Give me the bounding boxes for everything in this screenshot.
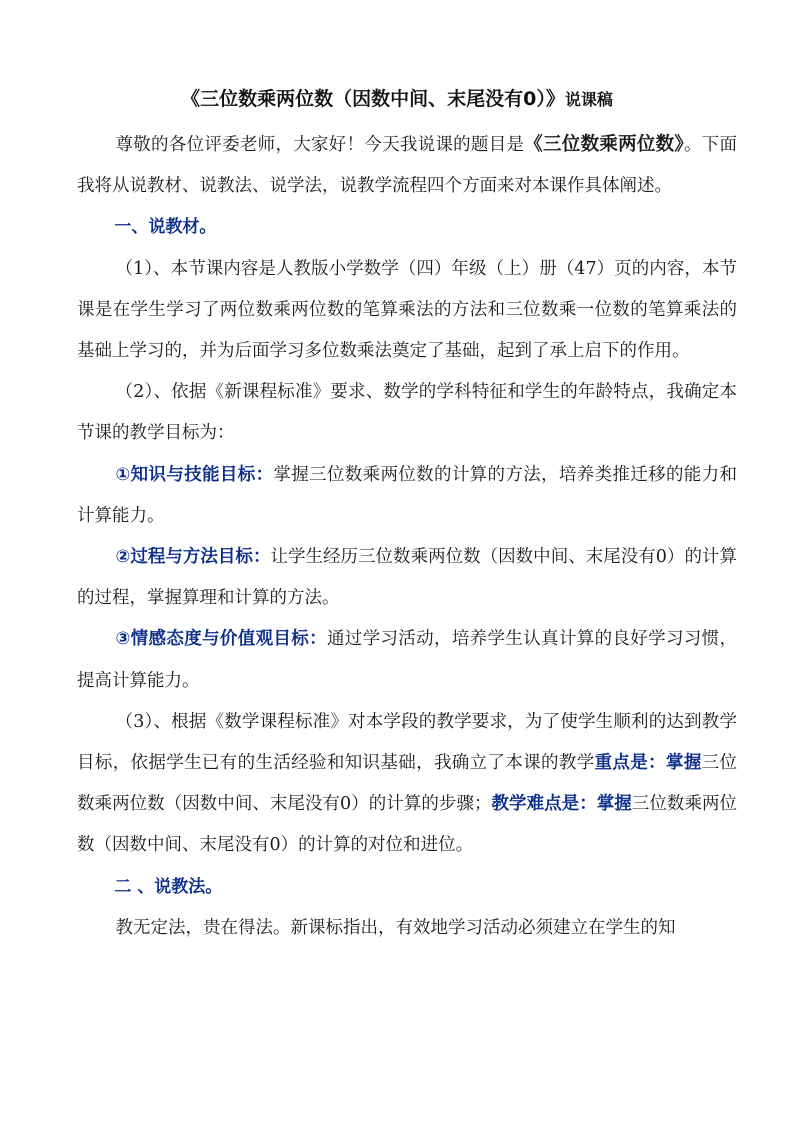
goal-process bbox=[77, 537, 737, 619]
difficulty-verb: 掌握 bbox=[596, 794, 632, 815]
section2-heading: 二 、说教法。 bbox=[114, 876, 223, 897]
goal2-label: ②过程与方法目标： bbox=[115, 547, 271, 568]
difficulty-text: 三位数乘两位数（因数中间、末尾没有0）的计算的对位和进位。 bbox=[77, 794, 738, 856]
goal2-text: 让学生经历三位数乘两位数（因数中间、末尾没有0）的计算的过程，掌握算理和计算的方法。 bbox=[77, 547, 737, 609]
goal-attitude bbox=[77, 619, 737, 701]
key-point-label: 重点是： bbox=[594, 753, 666, 774]
document-title bbox=[0, 86, 794, 113]
textbook-paragraph-1: （1）、本节课内容是人教版小学数学（四）年级（上）册（47）页的内容，本节课是在学生学习了两位数乘两位数的笔算乘法的方法和三位数乘一位数的笔算乘法的基础上学习的，并为后面学习多位数乘法奠定了基础，起到了承上启下的作用。 bbox=[77, 258, 737, 362]
para3-text: （3）、根据《数学课程标准》对本学段的教学要求，为了使学生顺利的达到教学目标，依据学生已有的生活经验和知识基础，我确立了本课的教学 bbox=[77, 711, 737, 774]
intro-text-2: 。下面我将从说教材、说教法、说学法，说教学流程四个方面来对本课作具体阐述。 bbox=[77, 135, 737, 197]
intro-paragraph bbox=[77, 124, 737, 207]
textbook-paragraph-2: （2）、依据《新课程标准》要求、数学的学科特征和学生的年龄特点，我确定本节课的教学目标为： bbox=[77, 382, 737, 444]
intro-title-ref: 《三位数乘两位数》 bbox=[524, 134, 684, 155]
key-point-verb: 掌握 bbox=[665, 753, 702, 774]
title-main: 《三位数乘两位数（因数中间、末尾没有0）》 bbox=[181, 88, 565, 110]
difficulty-label: 教学难点是： bbox=[491, 794, 597, 815]
goal3-text: 通过学习活动，培养学生认真计算的良好学习习惯，提高计算能力。 bbox=[77, 629, 737, 691]
key-difficult-paragraph bbox=[77, 702, 737, 867]
intro-text-1: 尊敬的各位评委老师，大家好！今天我说课的题目是 bbox=[115, 135, 525, 155]
document-body bbox=[77, 124, 737, 949]
section1-heading: 一、说教材。 bbox=[114, 217, 217, 238]
goal3-label: ③情感态度与价值观目标： bbox=[115, 629, 327, 650]
goal1-label: ①知识与技能目标： bbox=[115, 464, 274, 485]
title-suffix: 说课稿 bbox=[564, 90, 613, 109]
key-point-text: 三位数乘两位数（因数中间、末尾没有0）的计算的步骤； bbox=[77, 753, 738, 815]
teaching-method-paragraph: 教无定法，贵在得法。新课标指出，有效地学习活动必须建立在学生的知 bbox=[115, 917, 676, 938]
goal1-text: 掌握三位数乘两位数的计算的方法，培养类推迁移的能力和计算能力。 bbox=[77, 464, 737, 526]
goal-knowledge bbox=[77, 455, 737, 537]
